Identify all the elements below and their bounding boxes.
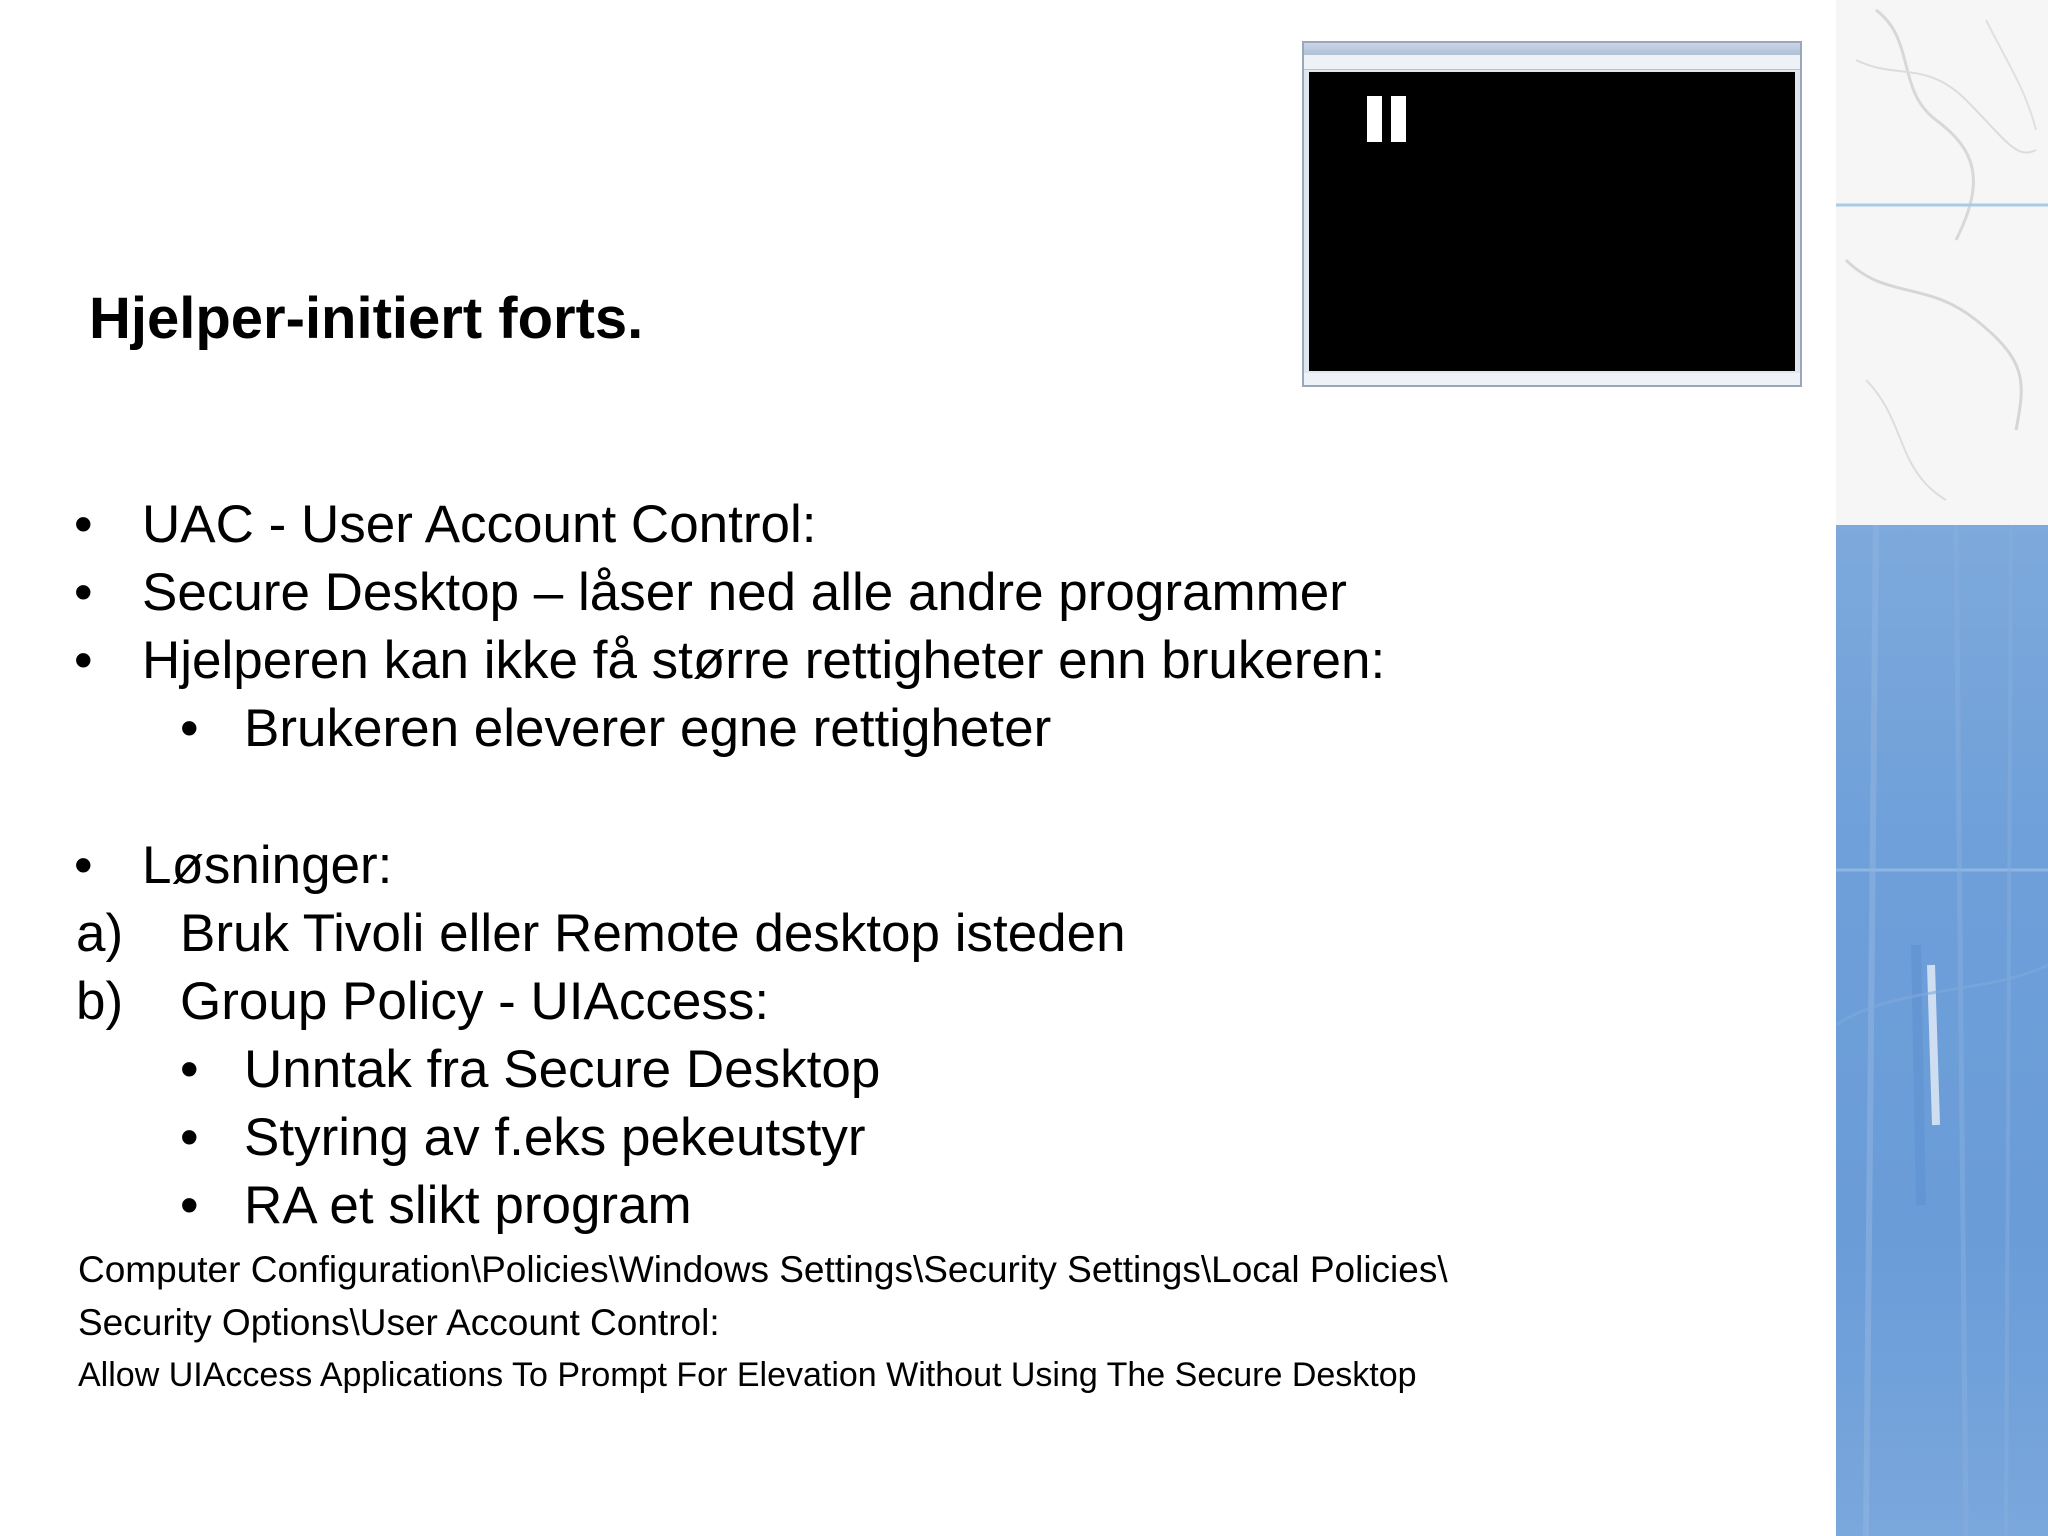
bullet-marker: • (180, 699, 199, 758)
remote-session-screenshot (1302, 41, 1802, 387)
list-item-text: UAC - User Account Control: (142, 495, 817, 554)
decorative-side-panel (1836, 0, 2048, 1536)
list-item-text: Løsninger: (142, 836, 393, 895)
list-item-text: Hjelperen kan ikke få større rettigheter enn brukeren: (142, 631, 1386, 690)
pause-bar-left (1367, 96, 1382, 142)
thumbnail-statusbar (1304, 373, 1800, 385)
policy-path-line-1: Computer Configuration\Policies\Windows Settings\Security Settings\Local Policies\ (78, 1249, 1448, 1290)
bullet-marker: • (74, 495, 93, 554)
list-item-text: RA et slikt program (244, 1176, 692, 1235)
list-item-text: Unntak fra Secure Desktop (244, 1040, 881, 1099)
bullet-marker: • (180, 1176, 199, 1235)
bullet-marker: • (74, 563, 93, 622)
bullet-marker: • (180, 1040, 199, 1099)
letter-marker: a) (76, 904, 124, 963)
bullet-marker: • (74, 631, 93, 690)
slide-title: Hjelper-initiert forts. (89, 286, 644, 351)
architecture-photo (1836, 525, 2048, 1536)
list-item-text: Bruk Tivoli eller Remote desktop isteden (180, 904, 1126, 963)
policy-path-line-2: Security Options\User Account Control: (78, 1302, 720, 1343)
sketch-background-image (1836, 0, 2048, 528)
letter-marker: b) (76, 972, 124, 1031)
bullet-marker: • (74, 836, 93, 895)
thumbnail-toolbar (1304, 55, 1800, 70)
thumbnail-black-screen (1309, 72, 1795, 371)
pause-bar-right (1391, 96, 1406, 142)
thumbnail-titlebar (1304, 43, 1800, 55)
blue-photo-background (1836, 525, 2048, 1536)
policy-setting-name: Allow UIAccess Applications To Prompt For Elevation Without Using The Secure Desktop (78, 1356, 1417, 1394)
sketch-drawing (1836, 0, 2048, 528)
list-item-text: Group Policy - UIAccess: (180, 972, 770, 1031)
list-item-text: Secure Desktop – låser ned alle andre programmer (142, 563, 1347, 622)
bullet-marker: • (180, 1108, 199, 1167)
list-item-text: Styring av f.eks pekeutstyr (244, 1108, 866, 1167)
list-item-text: Brukeren eleverer egne rettigheter (244, 699, 1052, 758)
